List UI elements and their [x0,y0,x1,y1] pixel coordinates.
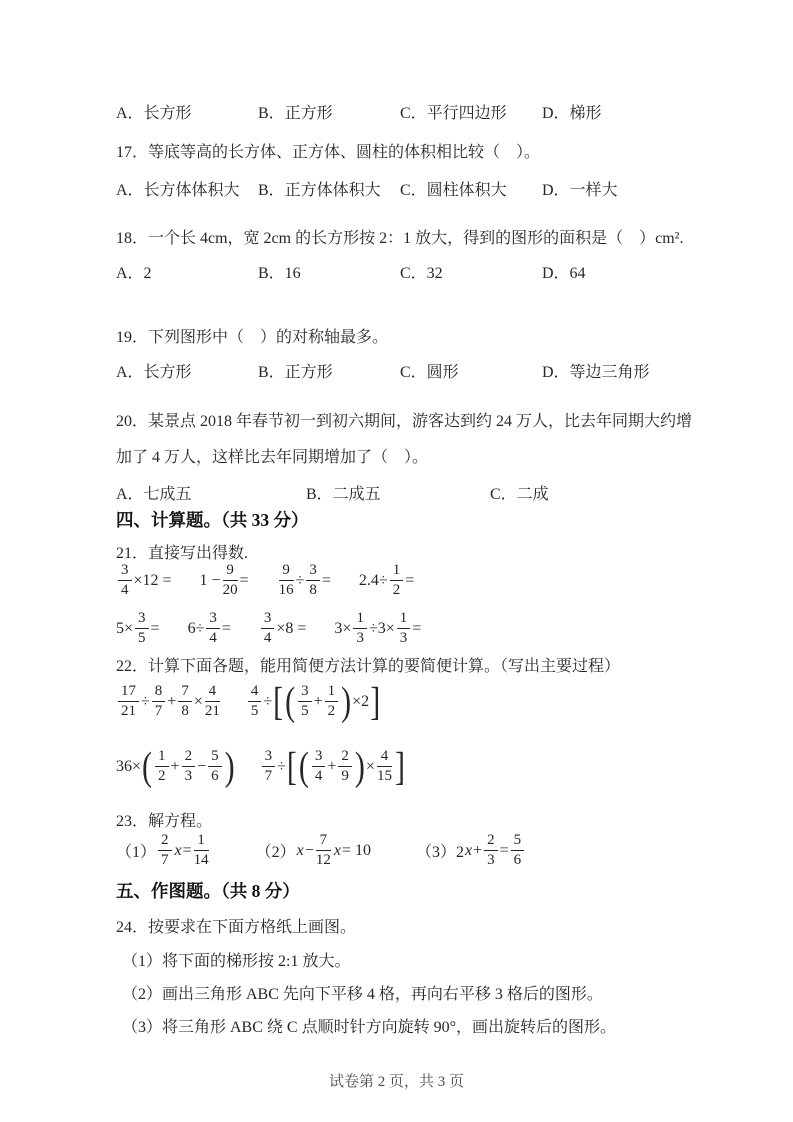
q23-equation: （1） $\frac{2}{7}$ x = $\frac{1}{14}$ [116,832,209,869]
q24-text: 24．按要求在下面方格纸上画图。 [116,919,357,936]
q20-option-c: C．二成 [490,486,549,503]
q22-math-row-2 [116,744,705,790]
q21-expression: $\frac{9}{16}$ ÷ $\frac{3}{8}$ = [278,562,331,599]
q22-expression: 36× ( $\frac{1}{2}$ + $\frac{2}{3}$ − $\frac{5}{6}$ ) [116,744,235,790]
q22-math-row-1 [116,679,705,725]
q22-expression: $\frac{3}{7}$ ÷ [ ( $\frac{3}{4}$ + $\frac{2}{9}$ ) × $\frac{4}{15}$ ] [260,748,406,786]
section-5-heading: 五、作图题。（共 8 分） [116,881,300,901]
q23-text: 23．解方程。 [116,813,213,830]
q18-text: 18．一个长 4cm，宽 2cm 的长方形按 2：1 放大，得到的图形的面积是（ ）cm². [116,230,684,247]
q19-options [116,359,705,382]
q16-option-a: A．长方形 [116,105,192,122]
q24-sub-3: （3）将三角形 ABC 绕 C 点顺时针方向旋转 90°，画出旋转后的图形。 [122,1019,616,1036]
q24-sub-1: （1）将下面的梯形按 2:1 放大。 [122,953,351,970]
q22-expression: $\frac{17}{21}$ ÷ $\frac{8}{7}$ + $\frac{7}{8}$ × $\frac{4}{21}$ [116,683,222,721]
q21-math-row-2 [116,610,705,648]
q21-expression: $\frac{3}{4}$ ×8 = [259,610,307,648]
q23-equation: （2） x − $\frac{7}{12}$ x = 10 [255,832,371,869]
q20-options [116,481,705,504]
q21-expression: 2.4÷ $\frac{1}{2}$ = [358,562,415,599]
section-4-heading: 四、计算题。（共 33 分） [116,510,309,530]
q17-option-a: A．长方体体积大 [116,182,240,199]
q16-option-b: B．正方形 [258,105,333,122]
q17-option-d: D．一样大 [542,182,618,199]
q18-option-d: D．64 [542,265,586,282]
q22-expression: $\frac{4}{5}$ ÷ [ ( $\frac{3}{5}$ + $\frac{1}{2}$ ) ×2 ] [246,683,381,721]
q23-equations-row [116,832,705,870]
q18-option-c: C．32 [400,265,443,282]
q16-option-d: D．梯形 [542,105,602,122]
q19-text: 19．下列图形中（ ）的对称轴最多。 [116,329,389,346]
q21-text: 21．直接写出得数. [116,545,249,562]
q21-expression: 1 − $\frac{9}{20}$ = [199,562,249,599]
q19-option-c: C．圆形 [400,364,459,381]
q21-expression: 5× $\frac{3}{5}$ = [116,610,160,647]
q18-options [116,260,705,283]
q21-expression: 3× $\frac{1}{3}$ ÷3× $\frac{1}{3}$ = [334,610,422,647]
q21-math-row-1 [116,562,705,600]
page-footer: 试卷第 2 页，共 3 页 [328,1074,464,1090]
q23-equation: （3）2 x + $\frac{2}{3}$ = $\frac{5}{6}$ [416,832,526,870]
q18-option-b: B．16 [258,265,301,282]
q17-text: 17．等底等高的长方体、正方体、圆柱的体积相比较（ ）。 [116,144,541,161]
q17-option-c: C．圆柱体积大 [400,182,507,199]
q21-expression: 6÷ $\frac{3}{4}$ = [187,610,231,647]
q19-option-a: A．长方形 [116,364,192,381]
q19-option-b: B．正方形 [258,364,333,381]
q20-option-a: A．七成五 [116,486,192,503]
q18-option-a: A．2 [116,265,152,282]
q21-expression: $\frac{3}{4}$ ×12 = [116,562,172,600]
q16-option-c: C．平行四边形 [400,105,507,122]
q17-options [116,177,705,200]
q19-option-d: D．等边三角形 [542,364,650,381]
q16-options [116,100,705,123]
q24-sub-2: （2）画出三角形 ABC 先向下平移 4 格，再向右平移 3 格后的图形。 [122,986,603,1003]
q17-option-b: B．正方体体积大 [258,182,381,199]
q22-text: 22．计算下面各题，能用简便方法计算的要简便计算。（写出主要过程） [116,658,621,675]
q20-text: 20．某景点 2018 年春节初一到初六期间，游客达到约 24 万人，比去年同期大约增加了 4 万人，这样比去年同期增加了（ ）。 [116,413,693,466]
q20-option-b: B．二成五 [306,486,381,503]
